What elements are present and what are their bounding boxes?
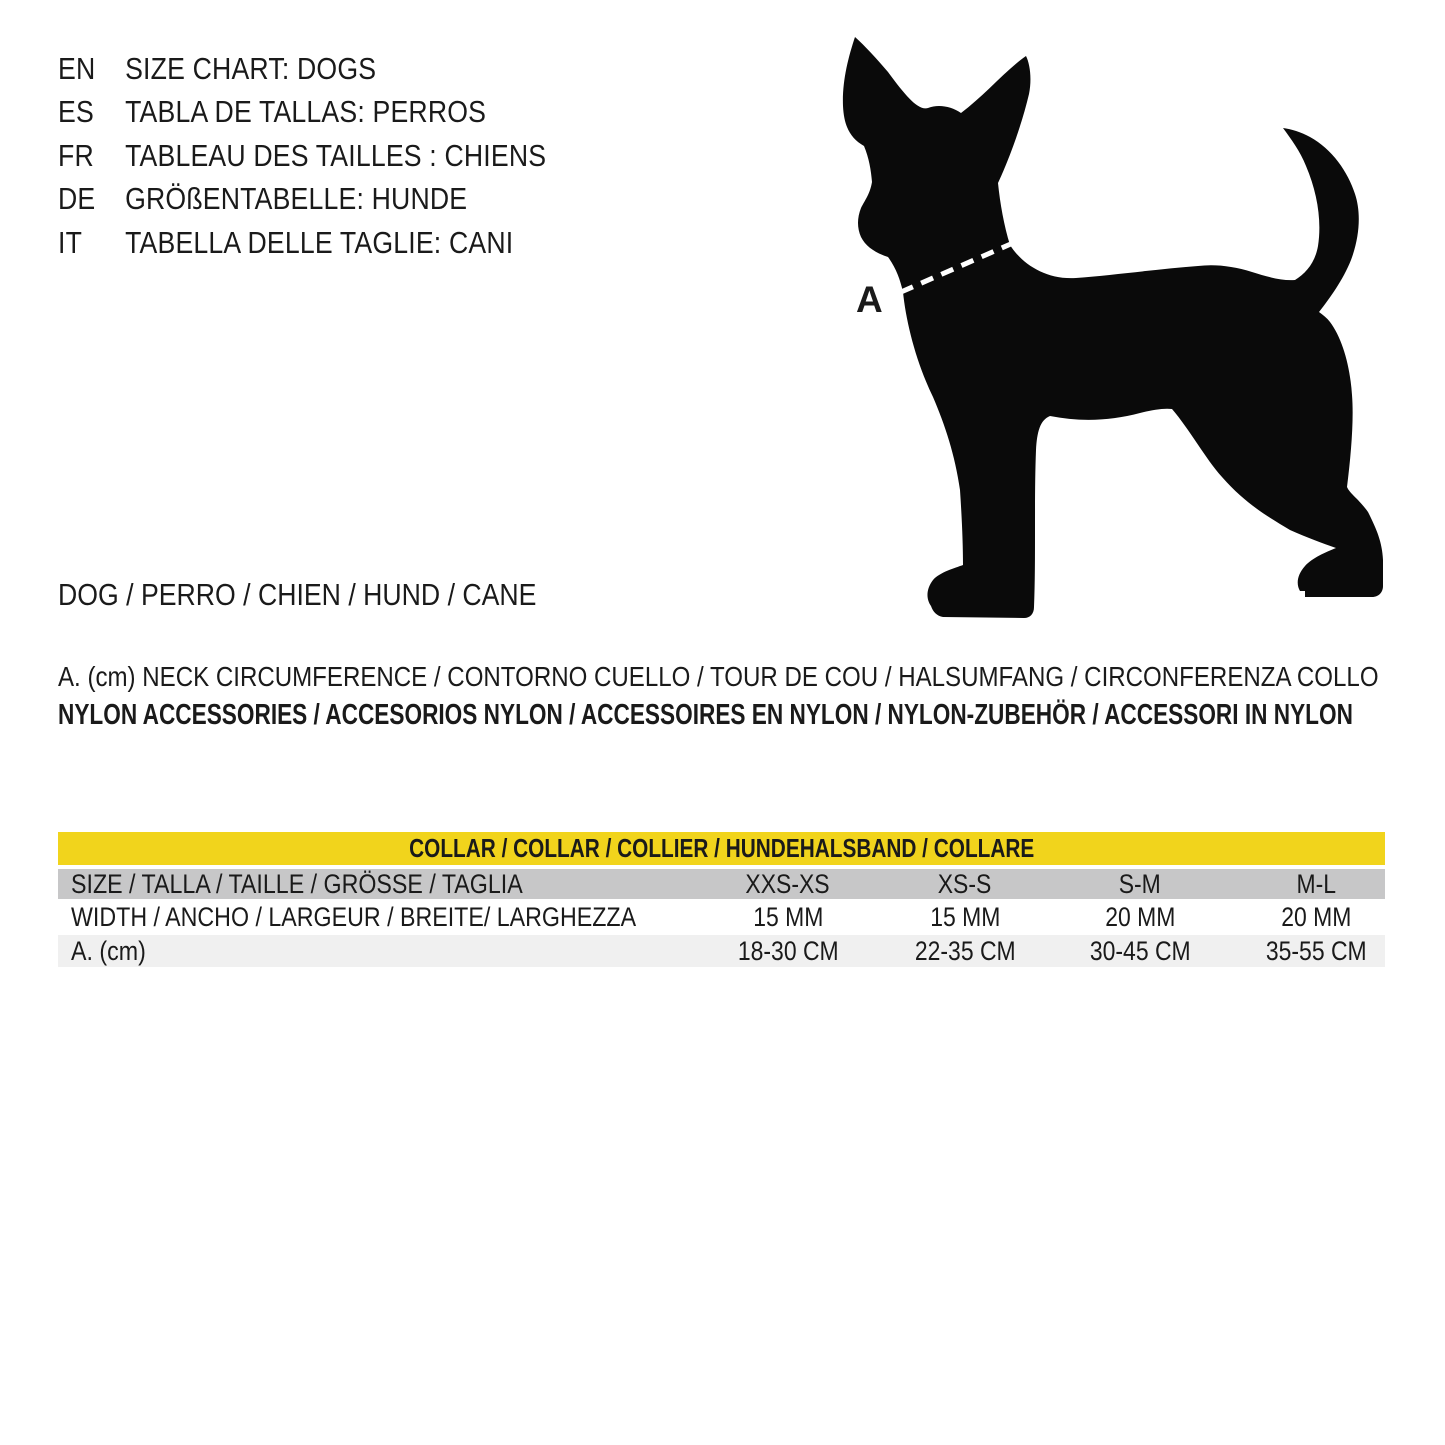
figure-caption: DOG / PERRO / CHIEN / HUND / CANE [58, 577, 537, 612]
collar-size-table [58, 832, 1385, 967]
language-row-de [58, 177, 546, 220]
dog-silhouette-figure [820, 20, 1420, 640]
width-cell: 20 MM [1280, 902, 1352, 932]
row-label: SIZE / TALLA / TAILLE / GRÖSSE / TAGLIA [71, 869, 523, 899]
language-code: IT [58, 224, 83, 260]
measurement-note: A. (cm) NECK CIRCUMFERENCE / CONTORNO CUELLO / TOUR DE COU / HALSUMFANG / CIRCONFERENZA COLLO [58, 661, 1379, 692]
width-cell: 15 MM [752, 902, 824, 932]
measure-point-label: A [856, 279, 883, 320]
language-row-fr [58, 134, 546, 177]
circumference-cell: 22-35 CM [914, 936, 1016, 966]
language-title: TABLA DE TALLAS: PERROS [125, 94, 487, 130]
size-cell: XXS-XS [745, 869, 831, 899]
material-note: NYLON ACCESSORIES / ACCESORIOS NYLON / ACCESSOIRES EN NYLON / NYLON-ZUBEHÖR / ACCESSORI IN NYLON [58, 699, 1353, 731]
language-code: FR [58, 137, 94, 173]
language-title: GRÖßENTABELLE: HUNDE [125, 181, 468, 217]
circumference-cell: 30-45 CM [1089, 936, 1191, 966]
language-row-it [58, 221, 546, 264]
width-cell: 20 MM [1104, 902, 1176, 932]
row-label: A. (cm) [71, 936, 146, 966]
language-row-en [58, 47, 546, 90]
size-cell: XS-S [938, 869, 992, 899]
dog-silhouette [843, 37, 1383, 618]
table-row-neck-circumference [58, 935, 1385, 967]
width-cell: 15 MM [929, 902, 1001, 932]
language-title: SIZE CHART: DOGS [125, 51, 377, 86]
table-title: COLLAR / COLLAR / COLLIER / HUNDEHALSBAND / COLLARE [408, 833, 1035, 863]
language-code: DE [58, 181, 96, 217]
table-row-width [58, 899, 1385, 935]
language-title-list [58, 47, 626, 264]
language-code: ES [58, 94, 94, 130]
language-title: TABLEAU DES TAILLES : CHIENS [125, 137, 547, 173]
language-row-es [58, 90, 546, 133]
language-title: TABELLA DELLE TAGLIE: CANI [125, 224, 514, 260]
circumference-cell: 18-30 CM [737, 936, 839, 966]
size-cell: S-M [1118, 869, 1162, 899]
table-row-size [58, 869, 1385, 899]
circumference-cell: 35-55 CM [1265, 936, 1367, 966]
size-cell: M-L [1296, 869, 1336, 899]
row-label: WIDTH / ANCHO / LARGEUR / BREITE/ LARGHEZZA [71, 902, 637, 932]
table-header-band [58, 832, 1385, 865]
language-code: EN [58, 51, 96, 86]
